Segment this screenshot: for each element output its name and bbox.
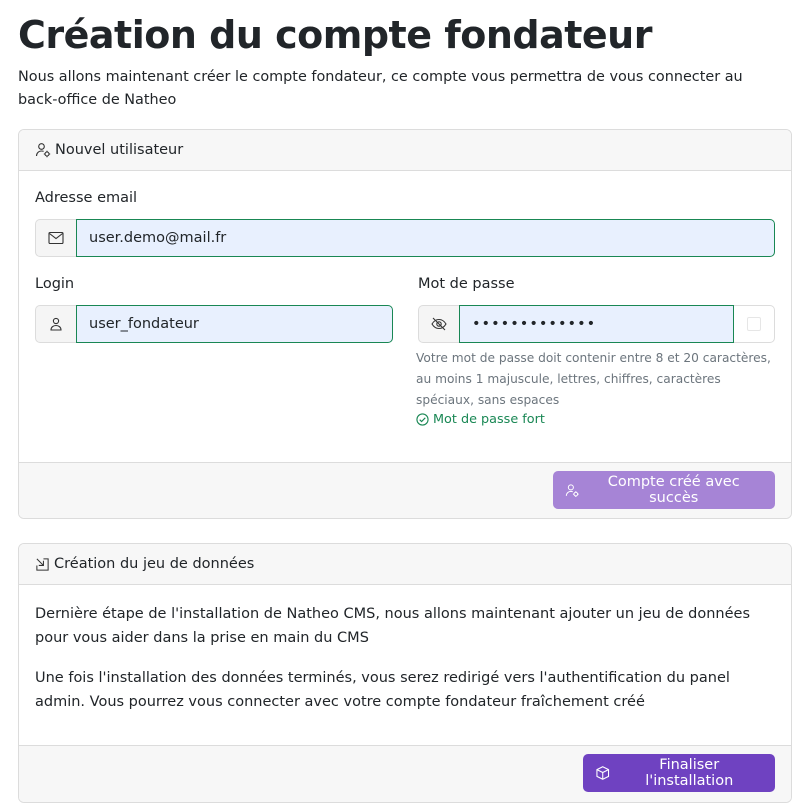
password-help-text: Votre mot de passe doit contenir entre 8 et 20 caractères, au moins 1 majuscule, lettres, chiffres, caractères spéciaux, sans espaces: [416, 351, 771, 407]
new-user-card-header: [19, 130, 791, 171]
email-input[interactable]: user.demo@mail.fr: [76, 219, 775, 257]
password-strength-label: Mot de passe fort: [433, 412, 545, 427]
login-input-group: [35, 305, 393, 343]
dataset-card: [18, 543, 792, 803]
dataset-card-footer: [19, 745, 791, 802]
new-user-card-footer: [19, 462, 791, 518]
envelope-icon: [48, 231, 64, 245]
login-input[interactable]: user_fondateur: [76, 305, 393, 343]
password-generate-button[interactable]: [734, 305, 775, 343]
email-addon: [35, 219, 76, 257]
account-created-button[interactable]: [553, 471, 775, 509]
account-created-button-label: Compte créé avec succès: [607, 474, 740, 506]
login-addon: [35, 305, 76, 343]
password-label: Mot de passe: [418, 276, 515, 292]
dataset-card-header: [19, 544, 791, 585]
finalize-install-button-label: Finaliser l'installation: [645, 757, 734, 789]
password-strength: [416, 412, 545, 427]
new-user-card-title: Nouvel utilisateur: [55, 142, 184, 158]
email-label: Adresse email: [35, 190, 138, 206]
box-icon: [595, 765, 610, 781]
eye-slash-icon: [431, 317, 447, 331]
finalize-install-button[interactable]: [583, 754, 775, 792]
toggle-password-visibility[interactable]: [418, 305, 459, 343]
new-user-card: [18, 129, 792, 519]
checkbox-icon: [747, 317, 761, 331]
dataset-paragraph-1: Dernière étape de l'installation de Natheo CMS, nous allons maintenant ajouter un jeu de données pour vous aider dans la prise en main du CMS: [35, 606, 751, 646]
dataset-paragraph-2: Une fois l'installation des données terminés, vous serez redirigé vers l'authentification du panel admin. Vous pourrez vous connecter avec votre compte fondateur fraîchement créé: [35, 670, 730, 710]
email-input-group: [35, 219, 775, 257]
page-title: Création du compte fondateur: [18, 13, 652, 57]
person-gear-icon: [565, 483, 579, 498]
box-arrow-in-icon: [35, 557, 50, 572]
login-label: Login: [35, 276, 75, 292]
dataset-card-title: Création du jeu de données: [54, 556, 255, 572]
page-intro: Nous allons maintenant créer le compte fondateur, ce compte vous permettra de vous connecter au back-office de Natheo: [18, 69, 743, 108]
password-input[interactable]: •••••••••••••: [459, 305, 734, 343]
password-input-group: [418, 305, 775, 343]
check-circle-icon: [416, 413, 429, 426]
person-icon: [49, 317, 63, 331]
person-gear-icon: [35, 142, 51, 158]
